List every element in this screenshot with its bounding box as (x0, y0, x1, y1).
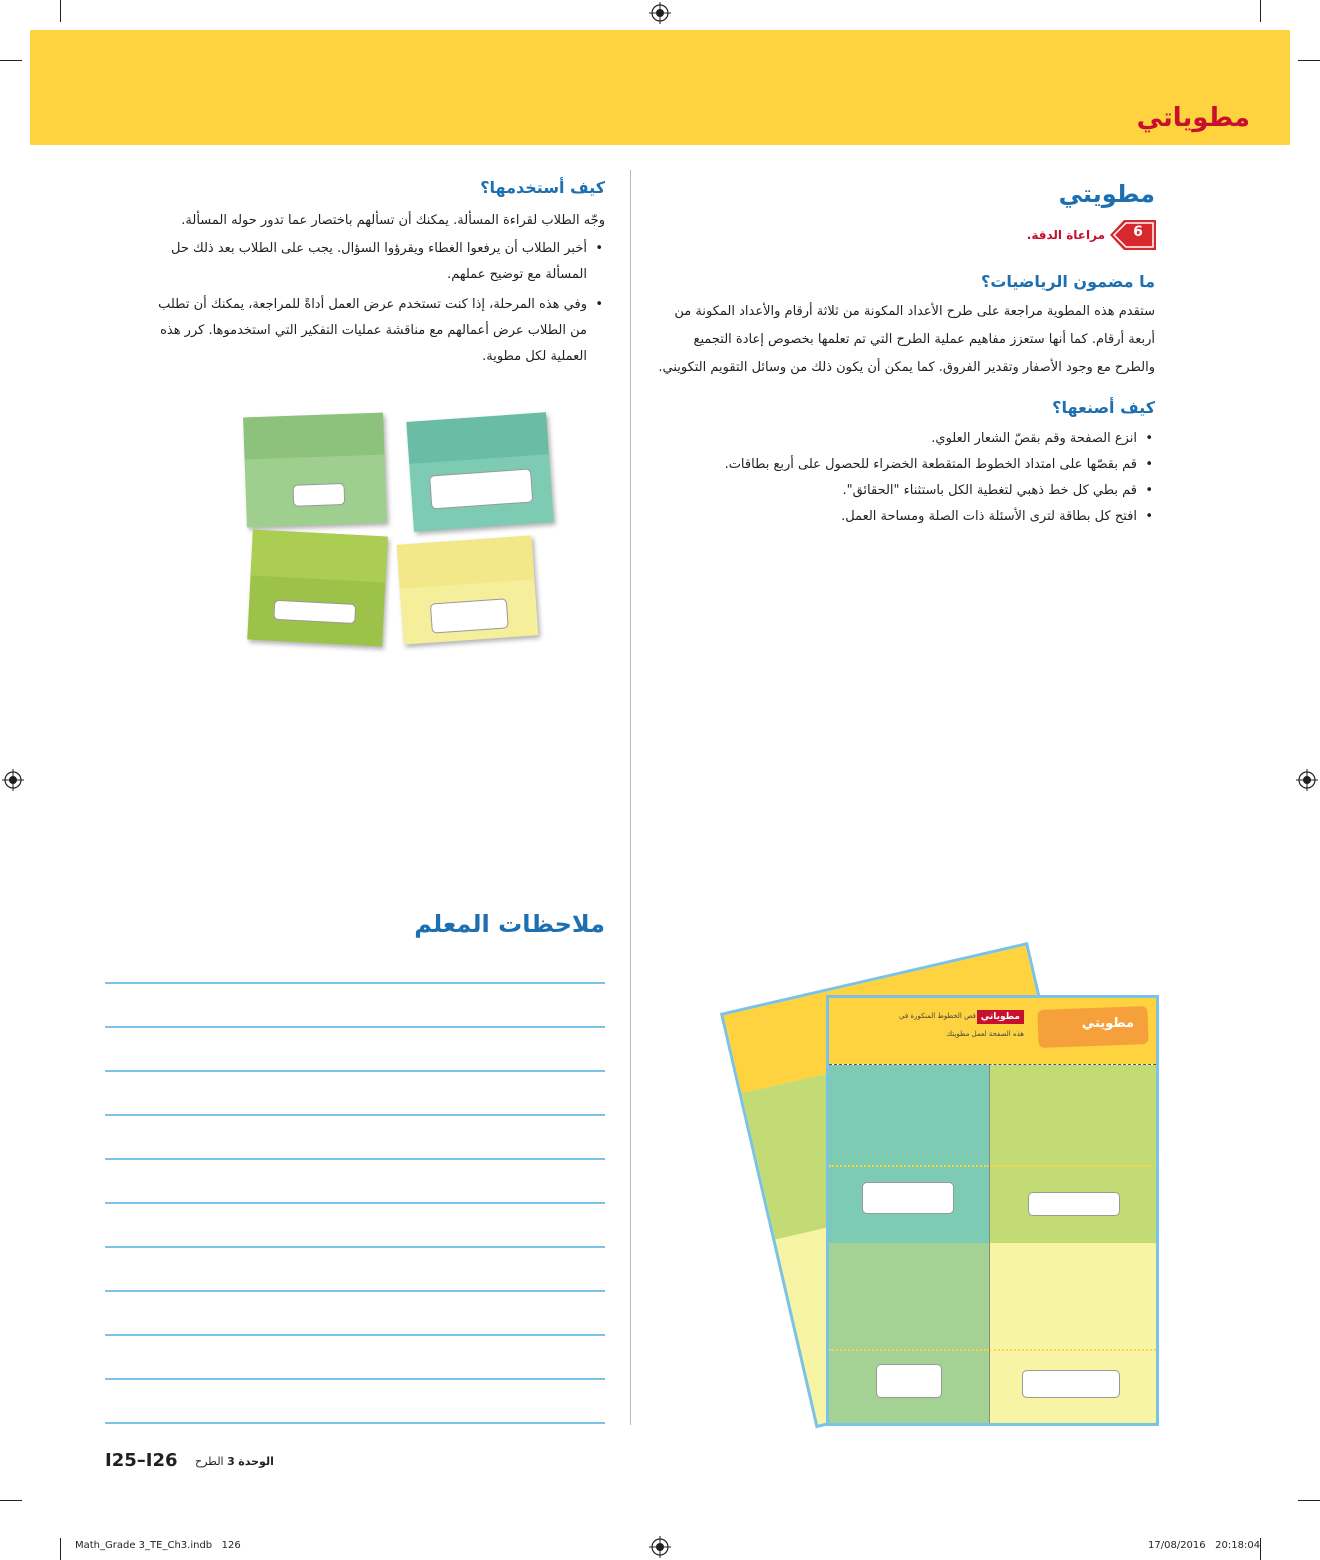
crop-mark (60, 1538, 61, 1560)
registration-mark-icon (1296, 769, 1318, 791)
card-sage (829, 1243, 989, 1423)
notes-line (105, 1378, 605, 1380)
crop-mark (1260, 0, 1261, 22)
page-numbers: I25–I26 (105, 1450, 178, 1471)
foldable-sheet-thumbnail (748, 940, 1168, 1430)
registration-mark-icon (2, 769, 24, 791)
unit-topic: الطرح (195, 1455, 224, 1468)
list-item-line: • وفي هذه المرحلة، إذا كنت تستخدم عرض العمل أداةً للمراجعة، يمكنك أن تطلب (158, 297, 587, 312)
math-content-heading: ما مضمون الرياضيات؟ (981, 272, 1155, 291)
card-cream (989, 1243, 1156, 1423)
paragraph-line: والطرح مع وجود الأصفار وتقدير الفروق. كما يمكن أن يكون ذلك من وسائل التقويم التكويني. (658, 360, 1155, 375)
slug-file: Math_Grade 3_TE_Ch3.indb 126 (75, 1540, 241, 1551)
folded-card-yellow (397, 535, 539, 644)
foldable-title: مطويتي (1058, 180, 1155, 208)
sheet-header (829, 998, 1156, 1064)
foldable-photo (225, 405, 565, 655)
notes-line (105, 1290, 605, 1292)
practice-number: 6 (1133, 224, 1143, 240)
sheet-title: مطويتي (1081, 1016, 1134, 1031)
crop-mark (1298, 60, 1320, 61)
unit-number: 3 (227, 1455, 235, 1468)
crop-mark (0, 1500, 22, 1501)
registration-mark-icon (649, 2, 671, 24)
teacher-notes-heading: ملاحظات المعلم (414, 910, 605, 938)
crop-mark (1298, 1500, 1320, 1501)
notes-line (105, 1070, 605, 1072)
how-to-make-heading: كيف أصنعها؟ (1052, 398, 1155, 417)
notes-line (105, 1246, 605, 1248)
crop-mark (60, 0, 61, 22)
list-item: • قم بقصّها على امتداد الخطوط المتقطعة الخضراء للحصول على أربع بطاقات. (635, 452, 1155, 478)
notes-line (105, 1026, 605, 1028)
list-item: • قم بطي كل خط ذهبي لتغطية الكل باستثناء "الحقائق". (635, 478, 1155, 504)
unit-footer (195, 1455, 274, 1468)
list-item-line: • أخبر الطلاب أن يرفعوا الغطاء ويقرؤوا السؤال. يجب على الطلاب بعد ذلك حل (171, 241, 587, 256)
list-item-line: المسألة مع توضيح عملهم. (447, 267, 587, 282)
folded-card-lime (247, 530, 388, 647)
registration-mark-icon (649, 1536, 671, 1558)
page-title: مطوياتي (1136, 103, 1250, 133)
notes-line (105, 1114, 605, 1116)
notes-line (105, 1202, 605, 1204)
column-divider (630, 170, 631, 1425)
list-item-line: من الطلاب عرض أعمالهم مع مناقشة عمليات التفكير التي استخدموها. كرر هذه (160, 323, 587, 338)
slug-date: 17/08/2016 20:18:04 (1148, 1540, 1261, 1551)
how-to-make-list (635, 426, 1155, 530)
notes-line (105, 1422, 605, 1424)
folded-card-green (243, 413, 387, 528)
list-item: • انزع الصفحة وقم بقصّ الشعار العلوي. (635, 426, 1155, 452)
sheet-badge: مطوياتي (977, 1010, 1024, 1024)
how-to-use-intro: وجّه الطلاب لقراءة المسألة. يمكنك أن تسألهم باختصار عما تدور حوله المسألة. (181, 213, 605, 228)
list-item (125, 236, 605, 288)
sheet-instruction: هذه الصفحة لعمل مطويتك (946, 1030, 1024, 1038)
how-to-use-heading: كيف أستخدمها؟ (480, 178, 605, 197)
list-item-line: العملية لكل مطوية. (482, 349, 587, 364)
notes-line (105, 1158, 605, 1160)
math-content-paragraph (655, 298, 1155, 382)
notes-line (105, 982, 605, 984)
paragraph-line: أربعة أرقام. كما أنها ستعزز مفاهيم عملية الطرح التي تم تعلمها بخصوص إعادة التجميع (693, 332, 1155, 347)
header-band (30, 30, 1290, 145)
paragraph-line: ستقدم هذه المطوية مراجعة على طرح الأعداد المكونة من ثلاثة أرقام والأعداد المكونة من (674, 304, 1155, 319)
practice-label: مراعاة الدقة. (1026, 228, 1105, 242)
crop-mark (0, 60, 22, 61)
list-item: • افتح كل بطاقة لترى الأسئلة ذات الصلة ومساحة العمل. (635, 504, 1155, 530)
list-item (125, 292, 605, 370)
notes-line (105, 1334, 605, 1336)
practice-badge-icon (1110, 218, 1156, 252)
sheet-instruction: قص الخطوط المنكورة في (899, 1012, 976, 1020)
folded-card-teal (406, 412, 553, 531)
unit-label: الوحدة (238, 1455, 274, 1468)
card-teal (829, 1065, 989, 1243)
card-lime (989, 1065, 1156, 1243)
front-sheet (826, 995, 1159, 1426)
crop-mark (1260, 1538, 1261, 1560)
how-to-use-list (125, 236, 605, 370)
